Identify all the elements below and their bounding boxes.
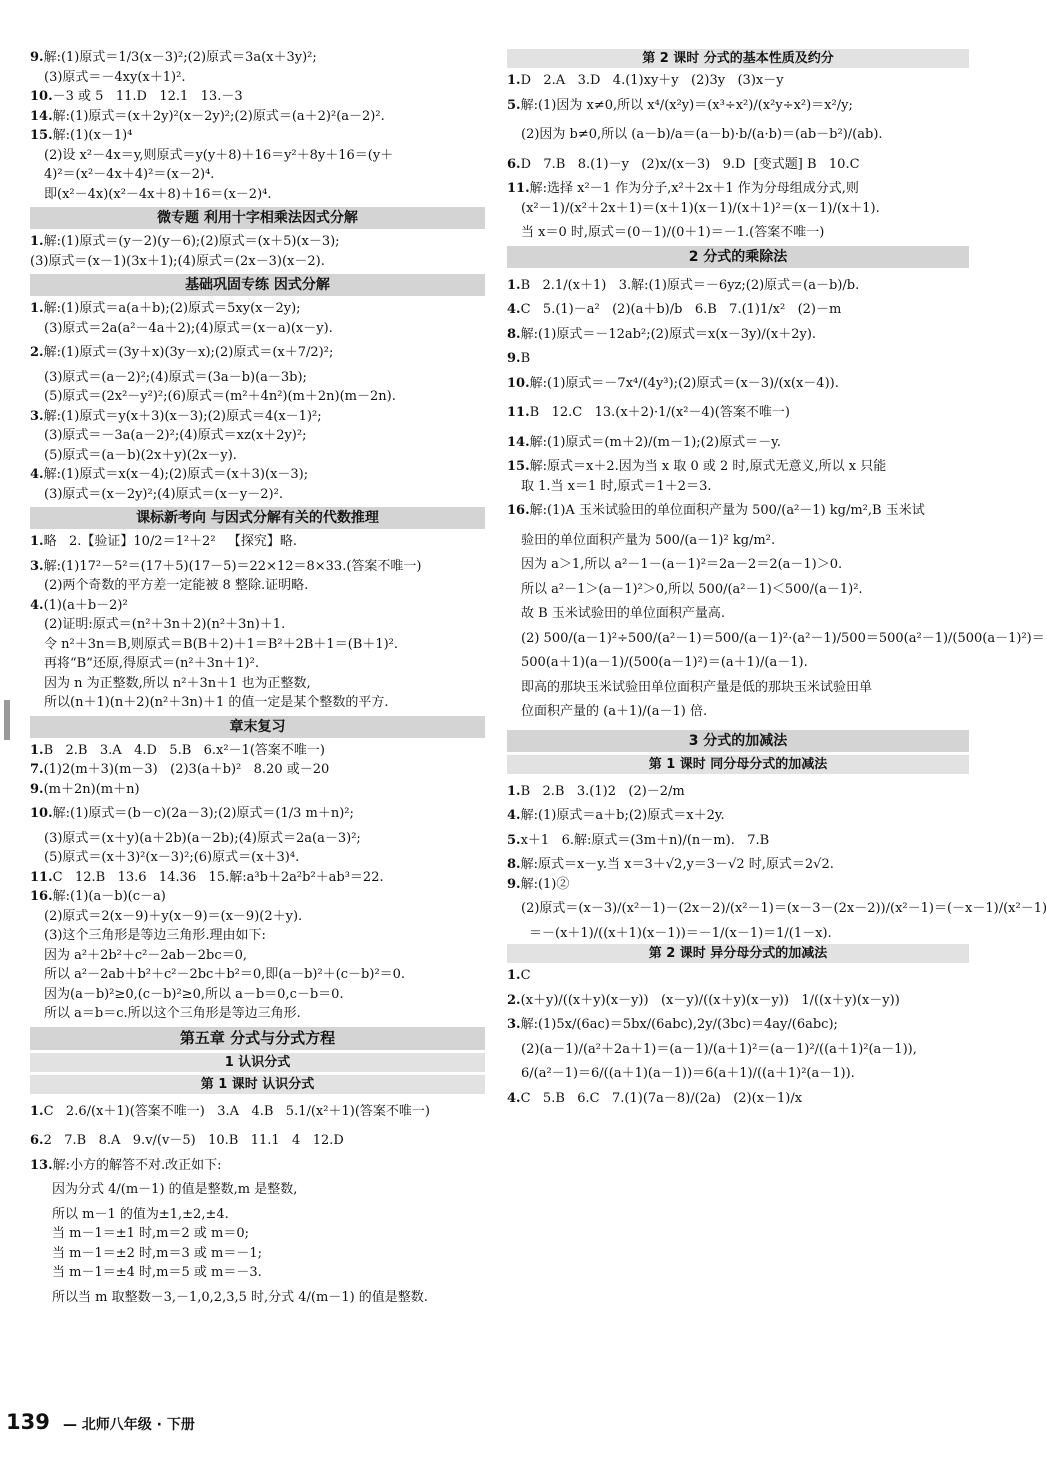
answer-line: 1.C xyxy=(507,968,531,983)
answer-line: 5.解:(1)因为 x≠0,所以 x⁴/(x²y)＝(x³÷x²)/(x²y÷x²)＝x²/y; xyxy=(507,97,853,113)
question-number: 14. xyxy=(507,434,530,450)
answer-line: 所以 m－1 的值为±1,±2,±4. xyxy=(52,1206,229,1222)
answer-line: 所以 a＝b＝c.所以这个三角形是等边三角形. xyxy=(44,1006,301,1021)
spacer xyxy=(507,423,969,433)
answer-line: 9.解:(1)② xyxy=(507,876,570,892)
question-number: 14. xyxy=(30,108,53,124)
answer-line: (x²－1)/(x²＋2x＋1)＝(x＋1)(x－1)/(x＋1)²＝(x－1)/(x＋1). xyxy=(521,200,880,216)
answer-line: 11.B 12.C 13.(x＋2)·1/(x²－4)(答案不唯一) xyxy=(507,405,790,420)
section-heading: 课标新考向 与因式分解有关的代数推理 xyxy=(30,507,485,529)
section-subheading: 第 2 课时 异分母分式的加减法 xyxy=(507,944,969,963)
answer-line: 1.D 2.A 3.D 4.(1)xy＋y (2)3y (3)x－y xyxy=(507,73,784,88)
answer-line: 令 n²＋3n＝B,则原式＝B(B＋2)＋1＝B²＋2B＋1＝(B＋1)². xyxy=(44,636,399,652)
answer-line: 即高的那块玉米试验田单位面积产量是低的那块玉米试验田单 xyxy=(521,679,873,695)
answer-line: 4.(1)(a＋b－2)² xyxy=(30,597,128,613)
answer-line: 4.解:(1)原式＝x(x－4);(2)原式＝(x＋3)(x－3); xyxy=(30,467,309,482)
question-number: 11. xyxy=(30,869,53,885)
answer-line: 6.D 7.B 8.(1)－y (2)x/(x－3) 9.D [变式题] B 10.C xyxy=(507,156,860,172)
question-number: 1. xyxy=(507,783,521,799)
answer-line: 1.B 2.1/(x＋1) 3.解:(1)原式＝－6yz;(2)原式＝(a－b)/b. xyxy=(507,277,860,293)
answer-line: 3.解:(1)原式＝y(x＋3)(x－3);(2)原式＝4(x－1)²; xyxy=(30,408,322,424)
answer-line: (5)原式＝(x＋3)²(x－3)²;(6)原式＝(x＋3)⁴. xyxy=(44,850,300,865)
answer-line: 因为 n 为正整数,所以 n²＋3n＋1 也为正整数, xyxy=(44,675,311,691)
answer-line: 3.解:(1)17²－5²＝(17＋5)(17－5)＝22×12＝8×33.(答案不唯一) xyxy=(30,558,422,574)
answer-line: (2)因为 b≠0,所以 (a－b)/a＝(a－b)·b/(a·b)＝(ab－b²)/(ab). xyxy=(521,127,883,142)
answer-line: 验田的单位面积产量为 500/(a－1)² kg/m². xyxy=(521,532,776,548)
answer-line: 再将“B”还原,得原式＝(n²＋3n＋1)². xyxy=(44,656,259,671)
question-number: 4. xyxy=(507,808,521,823)
answer-line: 当 m－1＝±1 时,m＝2 或 m＝0; xyxy=(52,1226,249,1241)
answer-line: 4.解:(1)原式＝a＋b;(2)原式＝x＋2y. xyxy=(507,808,725,823)
answer-line: 16.解:(1)A 玉米试验田的单位面积产量为 500/(a²－1) kg/m²,B 玉米试 xyxy=(507,503,925,518)
question-number: 7. xyxy=(30,762,44,777)
answer-line: 10.－3 或 5 11.D 12.1 13.－3 xyxy=(30,89,243,104)
answer-line: 所以当 m 取整数－3,－1,0,2,3,5 时,分式 4/(m－1) 的值是整数. xyxy=(52,1289,428,1305)
answer-line: 所以 a²－2ab＋b²＋c²－2bc＋b²＝0,即(a－b)²＋(c－b)²＝0. xyxy=(44,967,406,982)
answer-line: 当 x＝0 时,原式＝(0－1)/(0＋1)＝－1.(答案不唯一) xyxy=(521,225,825,240)
question-number: 1. xyxy=(507,277,521,293)
section-subheading: 1 认识分式 xyxy=(30,1053,485,1072)
book-title: — 北师八年级 · 下册 xyxy=(62,1417,195,1433)
answer-line: 当 m－1＝±2 时,m＝3 或 m＝－1; xyxy=(52,1245,262,1261)
answer-line: 8.解:(1)原式＝－12ab²;(2)原式＝x(x－3y)/(x＋2y). xyxy=(507,326,817,342)
question-number: 2. xyxy=(507,992,521,1008)
question-number: 4. xyxy=(30,467,44,482)
answer-line: 4)²＝(x²－4x＋4)²＝(x－2)⁴. xyxy=(44,167,215,182)
question-number: 9. xyxy=(507,351,521,366)
section-heading: 3 分式的加减法 xyxy=(507,730,969,752)
answer-line: (3)原式＝(x－1)(3x＋1);(4)原式＝(2x－3)(x－2). xyxy=(30,253,325,269)
answer-line: (3)原式＝(x－2y)²;(4)原式＝(x－y－2)². xyxy=(44,486,283,502)
answer-line: (3)原式＝(a－2)²;(4)原式＝(3a－b)(a－3b); xyxy=(44,369,307,385)
question-number: 1. xyxy=(30,301,44,316)
answer-line: 9.解:(1)原式＝1/3(x－3)²;(2)原式＝3a(x＋3y)²; xyxy=(30,50,317,65)
answer-line: (5)原式＝(a－b)(2x＋y)(2x－y). xyxy=(44,447,237,463)
answer-line: (3)原式＝2a(a²－4a＋2);(4)原式＝(x－a)(x－y). xyxy=(44,320,333,336)
answer-line: 2.解:(1)原式＝(3y＋x)(3y－x);(2)原式＝(x＋7/2)²; xyxy=(30,345,334,360)
answer-line: 5.x＋1 6.解:原式＝(3m＋n)/(n－m). 7.B xyxy=(507,832,770,848)
binding-edge-mark xyxy=(4,700,10,740)
question-number: 4. xyxy=(30,597,44,613)
question-number: 4. xyxy=(507,302,521,317)
answer-line: 即(x²－4x)(x²－4x＋8)＋16＝(x－2)⁴. xyxy=(44,186,272,202)
section-heading: 2 分式的乘除法 xyxy=(507,246,969,268)
answer-line: 4.C 5.B 6.C 7.(1)(7a－8)/(2a) (2)(x－1)/x xyxy=(507,1090,803,1106)
right-answer-column xyxy=(507,48,1047,1108)
question-number: 9. xyxy=(30,781,44,797)
page-footer xyxy=(6,1410,195,1434)
answer-line: 取 1.当 x＝1 时,原式＝1＋2＝3. xyxy=(521,478,712,494)
answer-line: (3)原式＝(x＋y)(a＋2b)(a－2b);(4)原式＝2a(a－3)²; xyxy=(44,830,361,846)
answer-line: 所以(n＋1)(n＋2)(n²＋3n)＋1 的值一定是某个整数的平方. xyxy=(44,695,389,710)
answer-line: 4.C 5.(1)－a² (2)(a＋b)/b 6.B 7.(1)1/x² (2)－m xyxy=(507,302,842,317)
answer-line: (3)原式＝－4xy(x＋1)². xyxy=(44,69,186,85)
answer-line: 16.解:(1)(a－b)(c－a) xyxy=(30,889,166,904)
answer-line: 故 B 玉米试验田的单位面积产量高. xyxy=(521,606,725,621)
answer-line: 10.解:(1)原式＝(b－c)(2a－3);(2)原式＝(1/3 m＋n)²; xyxy=(30,806,354,821)
spacer xyxy=(507,521,969,531)
answer-line: (2)设 x²－4x＝y,则原式＝y(y＋8)＋16＝y²＋8y＋16＝(y＋ xyxy=(44,147,394,163)
question-number: 9. xyxy=(30,50,44,65)
question-number: 10. xyxy=(30,89,53,104)
question-number: 3. xyxy=(30,408,44,424)
answer-line: 14.解:(1)原式＝(x＋2y)²(x－2y)²;(2)原式＝(a＋2)²(a－2)². xyxy=(30,108,385,124)
answer-line: 2.(x＋y)/((x＋y)(x－y)) (x－y)/((x＋y)(x－y)) 1/((x＋y)(x－y)) xyxy=(507,992,900,1008)
question-number: 10. xyxy=(507,375,530,391)
section-heading: 第五章 分式与分式方程 xyxy=(30,1027,485,1050)
answer-line: (2)原式＝2(x－9)＋y(x－9)＝(x－9)(2＋y). xyxy=(44,908,303,924)
question-number: 16. xyxy=(30,889,53,904)
answer-line: 位面积产量的 (a＋1)/(a－1) 倍. xyxy=(521,704,708,719)
section-subheading: 第 1 课时 同分母分式的加减法 xyxy=(507,755,969,774)
answer-line: 所以 a²－1＞(a－1)²＞0,所以 500/(a²－1)＜500/(a－1)². xyxy=(521,581,863,597)
answer-line: (3)原式＝－3a(a－2)²;(4)原式＝xz(x＋2y)²; xyxy=(44,428,307,443)
answer-line: (2) 500/(a－1)²÷500/(a²－1)＝500/(a－1)²·(a²－1)/500＝500(a²－1)/(500(a－1)²)＝ xyxy=(521,630,1045,646)
answer-line: 1.略 2.【验证】10/2＝1²＋2² 【探究】略. xyxy=(30,534,298,549)
spacer xyxy=(507,145,969,155)
answer-line: (2)证明:原式＝(n²＋3n＋2)(n²＋3n)＋1. xyxy=(44,617,286,632)
question-number: 9. xyxy=(507,876,521,892)
question-number: 1. xyxy=(507,73,521,88)
answer-line: 因为(a－b)²≥0,(c－b)²≥0,所以 a－b＝0,c－b＝0. xyxy=(44,986,344,1002)
answer-line: 15.解:(1)(x－1)⁴ xyxy=(30,128,133,143)
question-number: 8. xyxy=(507,857,521,872)
page-number: 139 xyxy=(6,1410,50,1434)
question-number: 11. xyxy=(507,405,530,420)
question-number: 13. xyxy=(30,1157,53,1173)
answer-line: 13.解:小方的解答不对.改正如下: xyxy=(30,1157,222,1173)
question-number: 3. xyxy=(507,1017,521,1032)
answer-line: 3.解:(1)5x/(6ac)＝5bx/(6abc),2y/(3bc)＝4ay/(6abc); xyxy=(507,1017,838,1032)
answer-line: 6/(a²－1)＝6/((a＋1)(a－1))＝6(a＋1)/((a＋1)²(a－1)). xyxy=(521,1066,855,1081)
spacer xyxy=(30,1121,485,1131)
answer-line: 1.C 2.6/(x＋1)(答案不唯一) 3.A 4.B 5.1/(x²＋1)(答案不唯一) xyxy=(30,1103,430,1119)
section-subheading: 第 1 课时 认识分式 xyxy=(30,1075,485,1094)
question-number: 1. xyxy=(30,1103,44,1119)
answer-line: 11.解:选择 x²－1 作为分子,x²＋2x＋1 作为分母组成分式,则 xyxy=(507,181,859,196)
question-number: 8. xyxy=(507,326,521,342)
answer-line: 11.C 12.B 13.6 14.36 15.解:a³b＋2a²b²＋ab³＝22. xyxy=(30,869,384,885)
answer-line: (3)这个三角形是等边三角形.理由如下: xyxy=(44,928,266,943)
question-number: 15. xyxy=(30,128,53,143)
left-answer-column xyxy=(30,48,485,1307)
question-number: 1. xyxy=(30,534,44,549)
answer-line: 1.B 2.B 3.A 4.D 5.B 6.x²－1(答案不唯一) xyxy=(30,742,326,758)
question-number: 4. xyxy=(507,1090,521,1106)
answer-line: 15.解:原式＝x＋2.因为当 x 取 0 或 2 时,原式无意义,所以 x 只能 xyxy=(507,459,887,474)
answer-line: 6.2 7.B 8.A 9.v/(v－5) 10.B 11.1 4 12.D xyxy=(30,1133,344,1148)
spacer xyxy=(507,722,969,727)
answer-line: (2)两个奇数的平方差一定能被 8 整除.证明略. xyxy=(44,578,309,593)
question-number: 5. xyxy=(507,832,521,848)
question-number: 1. xyxy=(30,234,44,249)
question-number: 16. xyxy=(507,503,530,518)
answer-line: 7.(1)2(m＋3)(m－3) (2)3(a＋b)² 8.20 或－20 xyxy=(30,762,330,777)
question-number: 10. xyxy=(30,806,53,821)
answer-line: 1.解:(1)原式＝a(a＋b);(2)原式＝5xy(x－2y); xyxy=(30,301,301,316)
answer-line: 9.(m＋2n)(m＋n) xyxy=(30,781,140,797)
answer-line: 10.解:(1)原式＝－7x⁴/(4y³);(2)原式＝(x－3)/(x(x－4)). xyxy=(507,375,839,391)
answer-line: 当 m－1＝±4 时,m＝5 或 m＝－3. xyxy=(52,1265,262,1280)
answer-line: 因为分式 4/(m－1) 的值是整数,m 是整数, xyxy=(52,1182,298,1197)
answer-line: (2)(a－1)/(a²＋2a＋1)＝(a－1)/(a＋1)²＝(a－1)²/((a＋1)²(a－1)), xyxy=(521,1041,917,1057)
question-number: 1. xyxy=(507,968,521,983)
question-number: 1. xyxy=(30,742,44,758)
answer-line: (2)原式＝(x－3)/(x²－1)－(2x－2)/(x²－1)＝(x－3－(2x－2))/(x²－1)＝(－x－1)/(x²－1) xyxy=(521,901,1047,916)
answer-line: 14.解:(1)原式＝(m＋2)/(m－1);(2)原式＝－y. xyxy=(507,434,781,450)
section-heading: 章末复习 xyxy=(30,716,485,738)
answer-line: 1.B 2.B 3.(1)2 (2)－2/m xyxy=(507,783,685,799)
answer-line: 8.解:原式＝x－y.当 x＝3＋√2,y＝3－√2 时,原式＝2√2. xyxy=(507,857,834,872)
spacer xyxy=(507,393,969,403)
answer-line: ＝－(x＋1)/((x＋1)(x－1))＝－1/(x－1)＝1/(1－x). xyxy=(529,925,832,941)
question-number: 3. xyxy=(30,558,44,574)
question-number: 11. xyxy=(507,181,530,196)
question-number: 15. xyxy=(507,459,530,474)
answer-line: 因为 a²＋2b²＋c²－2ab－2bc＝0, xyxy=(44,947,248,963)
question-number: 5. xyxy=(507,97,521,113)
section-heading: 基础巩固专练 因式分解 xyxy=(30,274,485,296)
answer-line: 1.解:(1)原式＝(y－2)(y－6);(2)原式＝(x＋5)(x－3); xyxy=(30,234,340,249)
answer-line: 9.B xyxy=(507,351,531,366)
spacer xyxy=(507,115,969,125)
answer-line: 500(a＋1)(a－1)/(500(a－1)²)＝(a＋1)/(a－1). xyxy=(521,655,808,670)
question-number: 6. xyxy=(507,156,521,172)
answer-line: (5)原式＝(2x²－y²)²;(6)原式＝(m²＋4n²)(m＋2n)(m－2n). xyxy=(44,389,396,404)
section-heading: 微专题 利用十字相乘法因式分解 xyxy=(30,207,485,229)
section-subheading: 第 2 课时 分式的基本性质及约分 xyxy=(507,49,969,68)
answer-line: 因为 a＞1,所以 a²－1－(a－1)²＝2a－2＝2(a－1)＞0. xyxy=(521,557,843,572)
question-number: 6. xyxy=(30,1133,44,1148)
question-number: 2. xyxy=(30,345,44,360)
